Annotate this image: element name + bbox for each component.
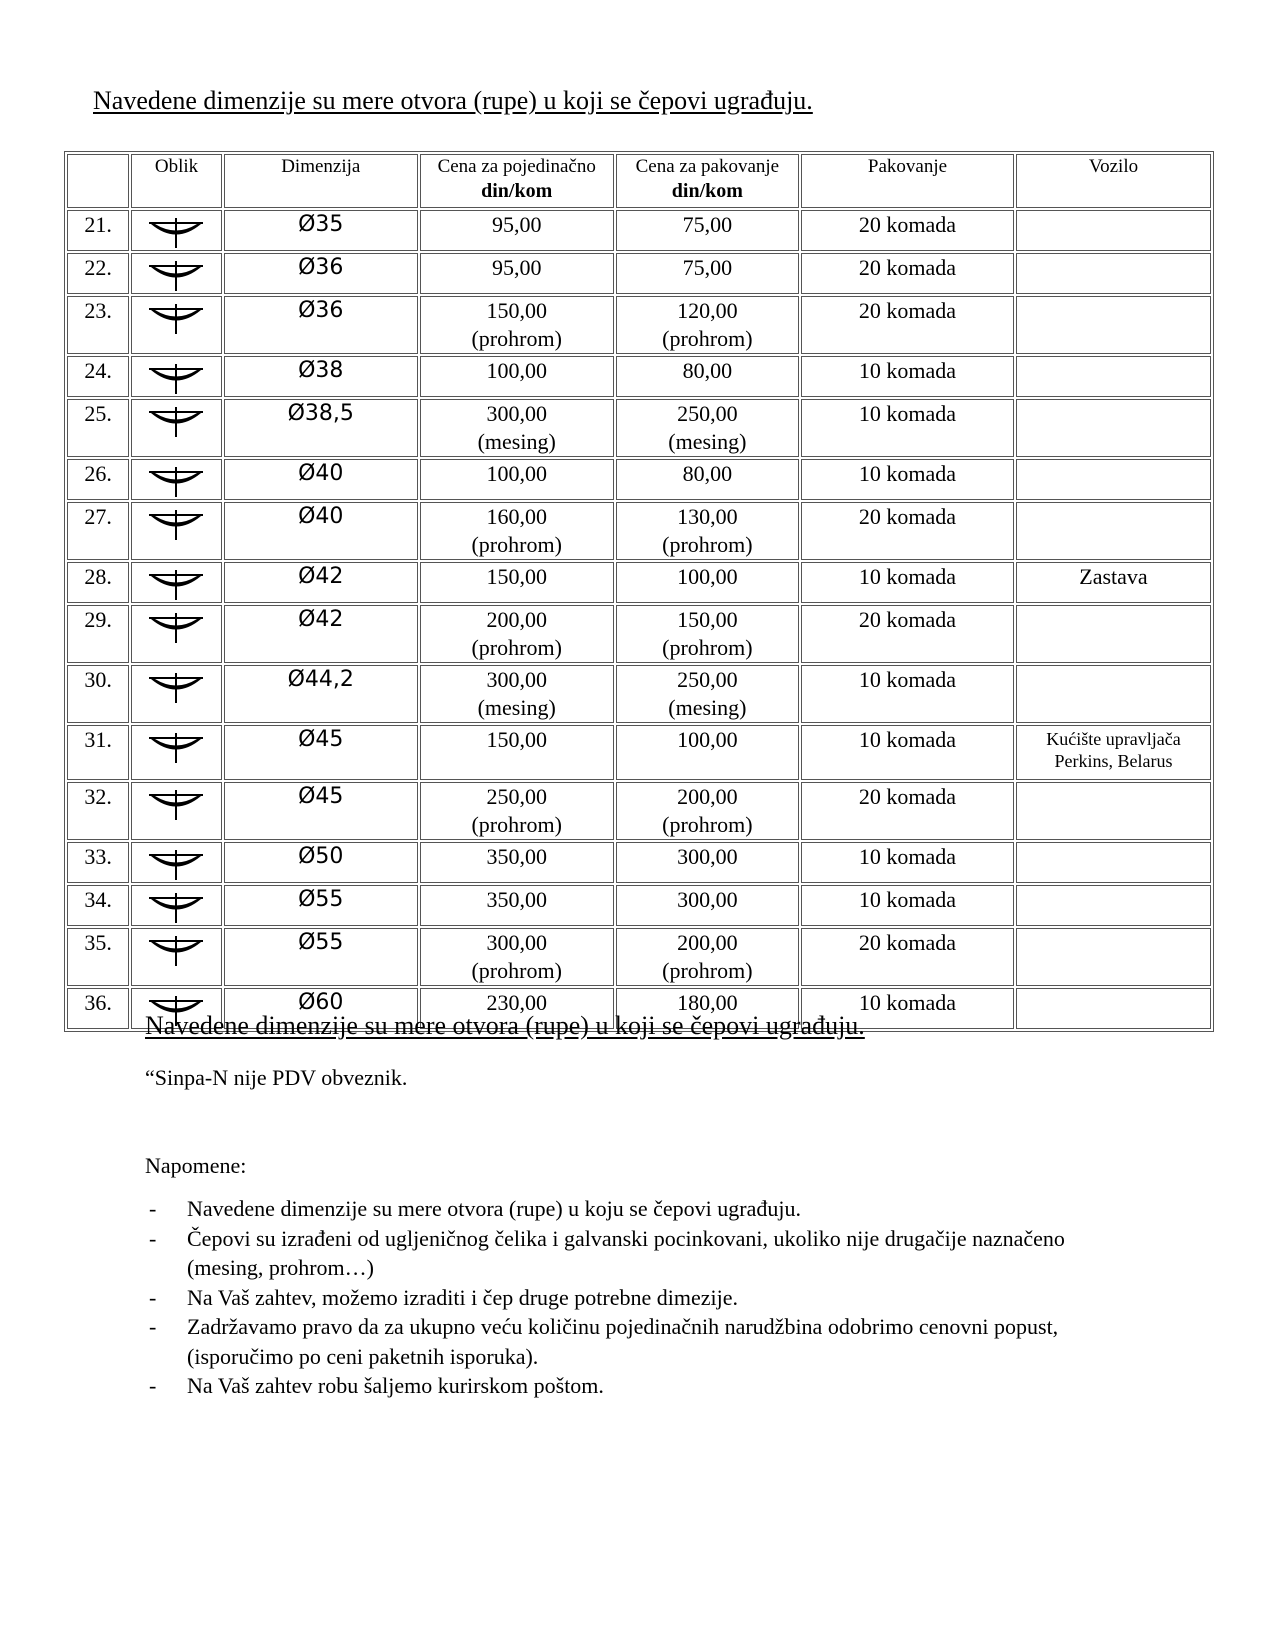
row-price-pack-material: (prohrom) <box>662 812 753 837</box>
row-packaging-text: 20 komada <box>858 212 957 237</box>
table-row <box>67 725 1211 780</box>
row-number <box>67 928 129 986</box>
row-price-single-text: 150,00 <box>486 564 547 589</box>
row-price-pack-text: 200,00 <box>677 784 738 809</box>
table-body <box>67 210 1211 1029</box>
row-price-single-text: 95,00 <box>491 255 542 280</box>
row-price-pack-text: 100,00 <box>677 564 738 589</box>
row-price-single-text: 250,00 <box>486 784 547 809</box>
row-price-pack <box>616 210 799 251</box>
row-shape <box>131 356 222 397</box>
header-price-single-unit: din/kom <box>481 180 553 202</box>
row-packaging <box>801 502 1014 560</box>
note-text: Navedene dimenzije su mere otvora (rupe) u koju se čepovi ugrađuju. <box>187 1196 801 1221</box>
row-price-pack-text: 250,00 <box>677 667 738 692</box>
row-packaging-text: 10 komada <box>858 990 957 1015</box>
row-number <box>67 665 129 723</box>
row-price-pack-material: (prohrom) <box>662 326 753 351</box>
row-price-pack-material: (prohrom) <box>662 532 753 557</box>
row-price-single <box>420 885 614 926</box>
table-row <box>67 210 1211 251</box>
row-vehicle <box>1016 782 1211 840</box>
cup-plug-icon <box>147 672 205 704</box>
row-dimension <box>224 782 418 840</box>
row-price-single-material: (prohrom) <box>471 812 562 837</box>
row-number <box>67 725 129 780</box>
note-item <box>145 1312 1095 1371</box>
row-price-pack-text: 120,00 <box>677 298 738 323</box>
row-packaging <box>801 356 1014 397</box>
row-vehicle <box>1016 502 1211 560</box>
row-price-single <box>420 502 614 560</box>
row-number-text: 35. <box>84 930 112 955</box>
row-dimension <box>224 842 418 883</box>
row-price-single-text: 350,00 <box>486 887 547 912</box>
row-packaging-text: 20 komada <box>858 504 957 529</box>
row-price-pack <box>616 562 799 603</box>
header-oblik: Oblik <box>131 154 222 208</box>
row-dimension <box>224 725 418 780</box>
row-price-single-text: 95,00 <box>491 212 542 237</box>
row-dimension-text: Ø55 <box>298 887 344 912</box>
row-price-pack-text: 150,00 <box>677 607 738 632</box>
row-number-text: 29. <box>84 607 112 632</box>
row-shape <box>131 928 222 986</box>
row-dimension <box>224 253 418 294</box>
row-price-single-text: 230,00 <box>486 990 547 1015</box>
table-row <box>67 502 1211 560</box>
note-item <box>145 1371 1095 1401</box>
row-dimension <box>224 885 418 926</box>
row-dimension-text: Ø36 <box>298 298 344 323</box>
row-packaging-text: 20 komada <box>858 607 957 632</box>
row-number <box>67 782 129 840</box>
row-packaging <box>801 842 1014 883</box>
price-table <box>64 151 1214 1032</box>
header-number <box>67 154 129 208</box>
row-dimension <box>224 928 418 986</box>
cup-plug-icon <box>147 569 205 601</box>
note-item <box>145 1283 1095 1313</box>
cup-plug-icon <box>147 217 205 249</box>
table-row <box>67 296 1211 354</box>
row-shape <box>131 296 222 354</box>
cup-plug-icon <box>147 849 205 881</box>
row-packaging-text: 10 komada <box>858 727 957 752</box>
row-number <box>67 459 129 500</box>
row-shape <box>131 253 222 294</box>
row-price-single-text: 150,00 <box>486 727 547 752</box>
header-price-single <box>420 154 614 208</box>
cup-plug-icon <box>147 612 205 644</box>
row-price-single <box>420 399 614 457</box>
cup-plug-icon <box>147 466 205 498</box>
row-price-pack-material: (mesing) <box>668 695 747 720</box>
row-packaging-text: 10 komada <box>858 358 957 383</box>
cup-plug-icon <box>147 892 205 924</box>
row-price-single-material: (prohrom) <box>471 635 562 660</box>
row-price-single-text: 160,00 <box>486 504 547 529</box>
row-price-single <box>420 210 614 251</box>
row-number-text: 25. <box>84 401 112 426</box>
row-packaging <box>801 665 1014 723</box>
cup-plug-icon <box>147 935 205 967</box>
row-dimension-text: Ø40 <box>298 504 344 529</box>
note-text: Na Vaš zahtev robu šaljemo kurirskom poštom. <box>187 1373 604 1398</box>
row-number-text: 33. <box>84 844 112 869</box>
row-shape <box>131 562 222 603</box>
row-price-single <box>420 562 614 603</box>
row-vehicle-line2: Perkins, Belarus <box>1054 751 1173 771</box>
row-number-text: 36. <box>84 990 112 1015</box>
table-row <box>67 562 1211 603</box>
header-price-pack-label: Cena za pakovanje <box>635 156 780 177</box>
row-number-text: 28. <box>84 564 112 589</box>
row-price-single-material: (prohrom) <box>471 532 562 557</box>
header-price-single-label: Cena za pojedinačno <box>437 156 596 177</box>
row-dimension-text: Ø38 <box>298 358 344 383</box>
row-number <box>67 562 129 603</box>
row-number-text: 23. <box>84 298 112 323</box>
row-dimension <box>224 459 418 500</box>
notes-title: Napomene: <box>145 1153 247 1178</box>
row-packaging <box>801 253 1014 294</box>
row-dimension-text: Ø55 <box>298 930 344 955</box>
row-price-pack-text: 100,00 <box>677 727 738 752</box>
row-price-single-text: 150,00 <box>486 298 547 323</box>
row-price-single-text: 100,00 <box>486 358 547 383</box>
row-price-single-text: 300,00 <box>486 667 547 692</box>
row-number-text: 30. <box>84 667 112 692</box>
row-price-pack-text: 250,00 <box>677 401 738 426</box>
row-number <box>67 502 129 560</box>
row-price-single-material: (prohrom) <box>471 958 562 983</box>
row-price-pack <box>616 928 799 986</box>
row-number-text: 31. <box>84 727 112 752</box>
row-price-single-text: 350,00 <box>486 844 547 869</box>
row-price-single-text: 100,00 <box>486 461 547 486</box>
note-bullet: - <box>149 1373 157 1398</box>
row-price-pack <box>616 782 799 840</box>
row-price-pack-text: 75,00 <box>682 255 733 280</box>
note-bullet: - <box>149 1314 157 1339</box>
row-number-text: 26. <box>84 461 112 486</box>
table-row <box>67 928 1211 986</box>
row-shape <box>131 665 222 723</box>
row-price-single-text: 300,00 <box>486 930 547 955</box>
table-row <box>67 356 1211 397</box>
note-item <box>145 1194 1095 1224</box>
row-price-pack-text: 180,00 <box>677 990 738 1015</box>
table-row <box>67 665 1211 723</box>
row-price-single <box>420 296 614 354</box>
row-price-single <box>420 928 614 986</box>
row-packaging-text: 20 komada <box>858 298 957 323</box>
row-number <box>67 885 129 926</box>
row-price-single <box>420 725 614 780</box>
row-shape <box>131 725 222 780</box>
page-heading-top: Navedene dimenzije su mere otvora (rupe) u koji se čepovi ugrađuju. <box>93 86 813 115</box>
row-shape <box>131 842 222 883</box>
row-vehicle-text: Zastava <box>1079 564 1148 589</box>
row-price-pack <box>616 253 799 294</box>
table-row <box>67 605 1211 663</box>
row-dimension <box>224 296 418 354</box>
row-number <box>67 356 129 397</box>
row-packaging <box>801 210 1014 251</box>
row-number-text: 24. <box>84 358 112 383</box>
row-vehicle-text: Kućište upravljača <box>1046 729 1181 749</box>
cup-plug-icon <box>147 260 205 292</box>
row-price-pack <box>616 502 799 560</box>
price-table-wrapper <box>64 151 1214 1032</box>
row-vehicle <box>1016 928 1211 986</box>
note-item <box>145 1224 1095 1283</box>
table-row <box>67 842 1211 883</box>
note-text: Čepovi su izrađeni od ugljeničnog čelika i galvanski pocinkovani, ukoliko nije drugačije naznačeno (mesing, prohrom…) <box>187 1225 1065 1280</box>
row-price-pack-material: (mesing) <box>668 429 747 454</box>
header-pakovanje: Pakovanje <box>801 154 1014 208</box>
row-number <box>67 296 129 354</box>
row-price-pack-text: 300,00 <box>677 887 738 912</box>
row-price-pack <box>616 725 799 780</box>
row-price-single-material: (prohrom) <box>471 326 562 351</box>
row-price-single-text: 300,00 <box>486 401 547 426</box>
row-vehicle <box>1016 562 1211 603</box>
row-number-text: 32. <box>84 784 112 809</box>
note-text: Na Vaš zahtev, možemo izraditi i čep druge potrebne dimezije. <box>187 1284 739 1310</box>
note-text: Zadržavamo pravo da za ukupno veću količinu pojedinačnih narudžbina odobrimo cenovni popust, (isporučimo po ceni paketnih isporuka). <box>187 1314 1059 1369</box>
row-price-pack <box>616 842 799 883</box>
row-dimension-text: Ø45 <box>298 727 344 752</box>
row-price-single <box>420 842 614 883</box>
row-price-single <box>420 253 614 294</box>
row-dimension-text: Ø42 <box>298 564 344 589</box>
header-price-pack <box>616 154 799 208</box>
table-row <box>67 253 1211 294</box>
row-number-text: 27. <box>84 504 112 529</box>
row-dimension <box>224 399 418 457</box>
row-price-pack <box>616 459 799 500</box>
row-price-single <box>420 459 614 500</box>
row-shape <box>131 782 222 840</box>
row-number-text: 22. <box>84 255 112 280</box>
row-packaging <box>801 928 1014 986</box>
row-dimension <box>224 562 418 603</box>
row-price-pack <box>616 885 799 926</box>
row-price-single <box>420 782 614 840</box>
table-header-row <box>67 154 1211 208</box>
row-shape <box>131 605 222 663</box>
row-dimension-text: Ø45 <box>298 784 344 809</box>
table-row <box>67 885 1211 926</box>
cup-plug-icon <box>147 732 205 764</box>
row-dimension-text: Ø40 <box>298 461 344 486</box>
row-dimension <box>224 210 418 251</box>
row-dimension-text: Ø44,2 <box>287 667 354 692</box>
row-shape <box>131 459 222 500</box>
row-dimension-text: Ø50 <box>298 844 344 869</box>
row-packaging-text: 20 komada <box>858 255 957 280</box>
row-packaging <box>801 885 1014 926</box>
header-vozilo: Vozilo <box>1016 154 1211 208</box>
row-dimension-text: Ø35 <box>298 212 344 237</box>
row-packaging <box>801 605 1014 663</box>
row-dimension-text: Ø60 <box>298 990 344 1015</box>
note-bullet: - <box>149 1284 157 1310</box>
table-row <box>67 459 1211 500</box>
row-packaging-text: 10 komada <box>858 461 957 486</box>
row-packaging-text: 20 komada <box>858 930 957 955</box>
row-dimension-text: Ø38,5 <box>287 401 354 426</box>
row-price-pack-material: (prohrom) <box>662 635 753 660</box>
row-dimension-text: Ø42 <box>298 607 344 632</box>
row-vehicle <box>1016 725 1211 780</box>
row-packaging-text: 10 komada <box>858 887 957 912</box>
row-price-pack <box>616 356 799 397</box>
row-price-pack-text: 75,00 <box>682 212 733 237</box>
row-packaging-text: 10 komada <box>858 844 957 869</box>
row-packaging <box>801 782 1014 840</box>
row-vehicle <box>1016 842 1211 883</box>
vat-note: “Sinpa-N nije PDV obveznik. <box>145 1065 408 1090</box>
row-number <box>67 210 129 251</box>
row-price-pack-text: 300,00 <box>677 844 738 869</box>
table-row <box>67 399 1211 457</box>
table-row <box>67 782 1211 840</box>
header-dimenzija: Dimenzija <box>224 154 418 208</box>
row-packaging-text: 10 komada <box>858 564 957 589</box>
row-vehicle <box>1016 356 1211 397</box>
row-packaging-text: 10 komada <box>858 667 957 692</box>
row-number <box>67 605 129 663</box>
cup-plug-icon <box>147 303 205 335</box>
row-dimension-text: Ø36 <box>298 255 344 280</box>
row-number <box>67 399 129 457</box>
row-vehicle <box>1016 605 1211 663</box>
row-number-text: 21. <box>84 212 112 237</box>
row-vehicle <box>1016 459 1211 500</box>
notes-list <box>145 1194 1095 1401</box>
row-price-single <box>420 665 614 723</box>
page-heading-bottom: Navedene dimenzije su mere otvora (rupe) u koji se čepovi ugrađuju. <box>145 1011 865 1040</box>
row-price-single <box>420 356 614 397</box>
row-vehicle <box>1016 253 1211 294</box>
cup-plug-icon <box>147 406 205 438</box>
row-packaging <box>801 296 1014 354</box>
note-bullet: - <box>149 1225 157 1251</box>
row-price-single-material: (mesing) <box>477 695 556 720</box>
row-vehicle <box>1016 665 1211 723</box>
row-price-single-material: (mesing) <box>477 429 556 454</box>
row-price-single-text: 200,00 <box>486 607 547 632</box>
row-shape <box>131 885 222 926</box>
row-vehicle <box>1016 210 1211 251</box>
row-number <box>67 988 129 1029</box>
row-vehicle <box>1016 399 1211 457</box>
row-dimension <box>224 356 418 397</box>
row-packaging <box>801 399 1014 457</box>
row-price-single <box>420 605 614 663</box>
row-price-pack-text: 80,00 <box>682 358 733 383</box>
row-price-pack-text: 130,00 <box>677 504 738 529</box>
row-number <box>67 842 129 883</box>
row-shape <box>131 399 222 457</box>
row-price-pack-text: 200,00 <box>677 930 738 955</box>
cup-plug-icon <box>147 509 205 541</box>
row-price-pack <box>616 399 799 457</box>
row-packaging <box>801 562 1014 603</box>
row-vehicle <box>1016 988 1211 1029</box>
row-packaging-text: 20 komada <box>858 784 957 809</box>
row-price-pack-text: 80,00 <box>682 461 733 486</box>
row-number-text: 34. <box>84 887 112 912</box>
row-packaging-text: 10 komada <box>858 401 957 426</box>
note-bullet: - <box>149 1196 157 1221</box>
row-price-pack <box>616 296 799 354</box>
row-packaging <box>801 725 1014 780</box>
row-price-pack-material: (prohrom) <box>662 958 753 983</box>
row-vehicle <box>1016 885 1211 926</box>
row-shape <box>131 502 222 560</box>
row-vehicle <box>1016 296 1211 354</box>
row-price-pack <box>616 665 799 723</box>
row-shape <box>131 210 222 251</box>
cup-plug-icon <box>147 363 205 395</box>
row-price-pack <box>616 605 799 663</box>
row-dimension <box>224 665 418 723</box>
row-dimension <box>224 502 418 560</box>
cup-plug-icon <box>147 789 205 821</box>
row-number <box>67 253 129 294</box>
header-price-pack-unit: din/kom <box>671 180 743 202</box>
row-packaging <box>801 459 1014 500</box>
row-dimension <box>224 605 418 663</box>
